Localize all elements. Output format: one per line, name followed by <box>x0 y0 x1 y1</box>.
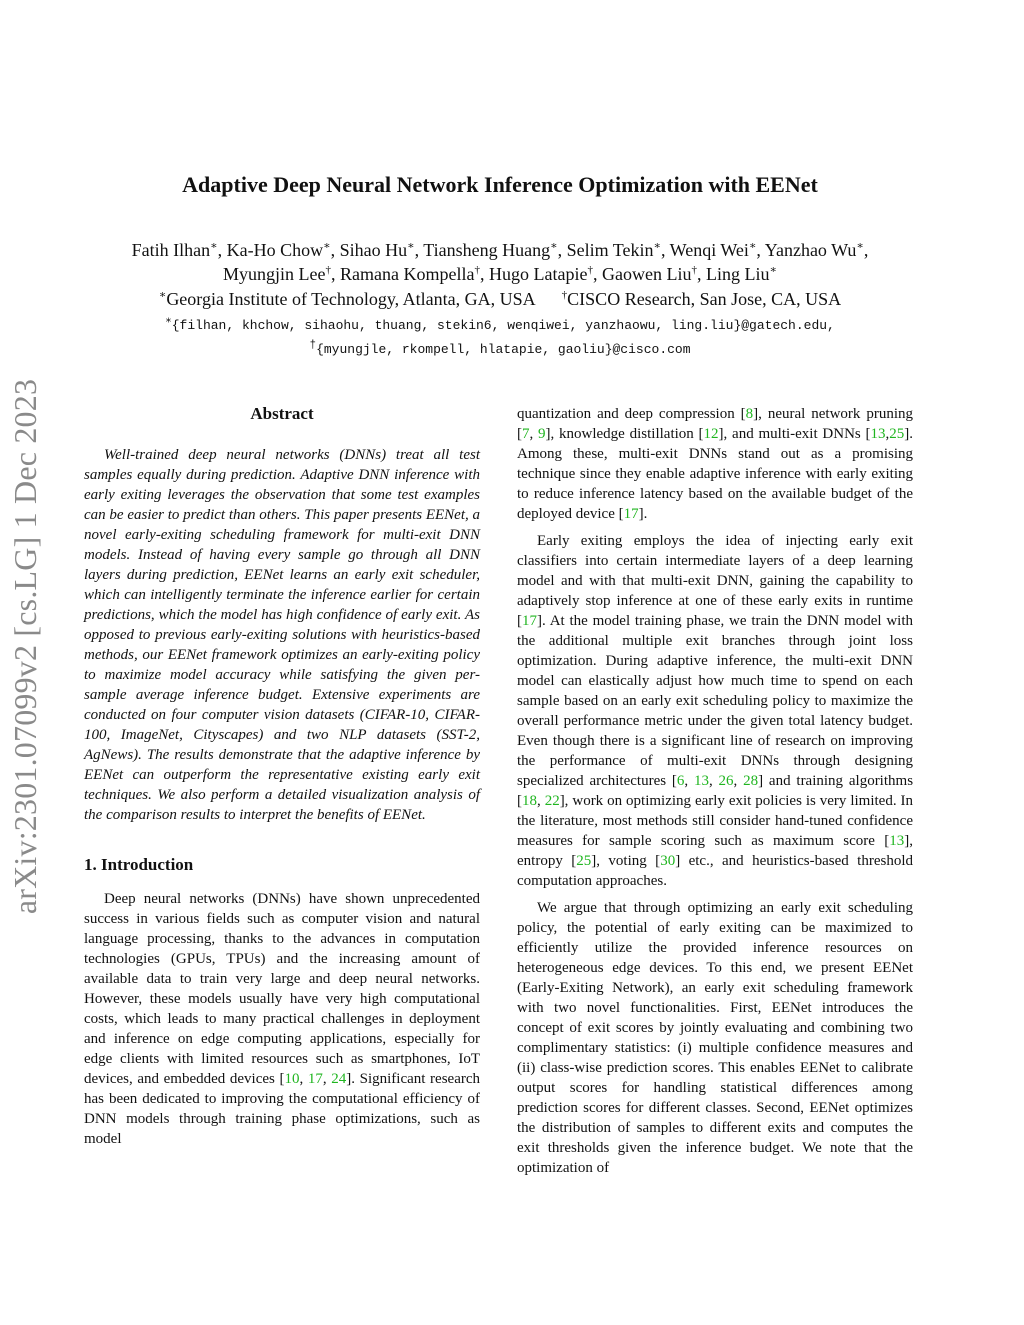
citation-link[interactable]: 30 <box>660 853 676 869</box>
affiliation-cisco: CISCO Research, San Jose, CA, USA <box>567 289 842 309</box>
author-name: Wenqi Wei <box>669 240 749 260</box>
author-name: Ramana Kompella <box>340 264 475 284</box>
author-affiliation-mark: ∗ <box>550 240 558 252</box>
email-mark-b: † <box>309 339 317 352</box>
intro-paragraph-2: Early exiting employs the idea of injecting early exit classifiers into certain intermediate layers of a deep learning model and with that multi-exit DNN, gaining the capability to adaptively stop inference at one of these early exits in runtime [17]. At the model training phase, we train the DNN model with the additional multiple exit branches through joint loss optimization. During adaptive inference, the multi-exit DNN model can elastically adjust how much time to spend on each sample based on an early exit scheduling policy to maximize the overall performance metric under the given total latency budget. Even though there is a significant line of research on improving the performance of multi-exit DNNs through designing specialized architectures [6, 13, 26, 28] and training algorithms [18, 22], work on optimizing early exit policies is very limited. In the literature, most methods still consider hand-tuned confidence measures for sample scoring such as maximum score [13], entropy [25], voting [30] etc., and heuristics-based threshold computation approaches. <box>517 533 914 889</box>
affiliation-mark-b: † <box>561 289 568 301</box>
citation-link[interactable]: 24 <box>331 1071 347 1087</box>
author-affiliation-mark: † <box>587 264 593 276</box>
citation-link[interactable]: 22 <box>544 793 560 809</box>
author-emails <box>0 314 1000 362</box>
author-affiliation-mark: † <box>691 264 697 276</box>
email-cisco: {myungjle, rkompell, hlatapie, gaoliu}@cisco.com <box>316 342 691 357</box>
abstract-text: Well-trained deep neural networks (DNNs) treat all test samples equally during prediction. Adaptive DNN inference with early exiting leverages the observation that some test examples can be easier to predict than others. This paper presents EENet, a novel early-exiting scheduling framework for multi-exit DNN models. Instead of having every sample go through all DNN layers during prediction, EENet learns an early exit scheduler, which can intelligently terminate the inference earlier for certain predictions, which the model has high confidence of early exit. As opposed to previous early-exiting solutions with heuristics-based methods, our EENet framework optimizes an early-exiting policy to maximize model accuracy while satisfying the given per-sample average inference budget. Extensive experiments are conducted on four computer vision datasets (CIFAR-10, CIFAR-100, ImageNet, Cityscapes) and two NLP datasets (SST-2, AgNews). The results demonstrate that the adaptive inference by EENet can outperform the representative existing early exit techniques. We also perform a detailed visualization analysis of the comparison results to interpret the benefits of EENet. <box>84 447 480 823</box>
author-name: Tiansheng Huang <box>423 240 551 260</box>
abstract-heading: Abstract <box>250 404 314 423</box>
author-affiliation-mark: ∗ <box>653 240 661 252</box>
citation-link[interactable]: 9 <box>538 426 546 442</box>
email-mark-a: ∗ <box>165 315 172 328</box>
citation-link[interactable]: 25 <box>576 853 592 869</box>
intro-paragraph-1: Deep neural networks (DNNs) have shown unprecedented success in various fields such as computer vision and natural language processing, thanks to the advances in computation technologies (GPUs, TPUs) and the increasing amount of available data to train very large and deep neural networks. However, these models usually have very high computational costs, which leads to many practical challenges in deployment and inference on edge computing applications, especially for edge clients with limited resources such as smartphones, IoT devices, and embedded devices [10, 17, 24]. Significant research has been dedicated to improving the computational efficiency of DNN models through training phase optimizations, such as model <box>84 891 481 1147</box>
citation-link[interactable]: 10 <box>284 1071 300 1087</box>
paper-title: Adaptive Deep Neural Network Inference Optimization with EENet <box>182 172 818 197</box>
citation-link[interactable]: 17 <box>522 613 537 629</box>
affiliations <box>0 287 1000 311</box>
citation-link[interactable]: 6 <box>676 773 685 789</box>
author-name: Fatih Ilhan <box>131 240 211 260</box>
affiliation-georgia-tech: Georgia Institute of Technology, Atlanta, GA, USA <box>166 289 536 309</box>
author-affiliation-mark: ∗ <box>748 240 757 252</box>
arxiv-id-text: arXiv:2301.07099v2 [cs.LG] 1 Dec 2023 <box>7 378 44 914</box>
citation-link[interactable]: 8 <box>745 406 754 422</box>
author-affiliation-mark: ∗ <box>210 240 218 252</box>
intro-paragraph-3: We argue that through optimizing an early exit scheduling policy, the potential of early exiting can be maximized to efficiently utilize the provided inference resources on heterogeneous edge devices. To this end, we present EENet (Early-Exiting Network), an early exit scheduling framework with two novel functionalities. First, EENet introduces the concept of exit scores by jointly evaluating and combining two complimentary statistics: (i) multiple confidence measures and (ii) class-wise prediction scores. This enables EENet to calibrate output scores for handling statistical differences among prediction scores for different classes. Second, EENet optimizes the distribution of samples to different exits and computes the exit thresholds given the inference budget. We note that the optimization of <box>517 900 913 1176</box>
right-column <box>517 404 913 1185</box>
citation-link[interactable]: 18 <box>522 793 537 809</box>
author-name: Hugo Latapie <box>489 264 588 284</box>
arxiv-watermark <box>4 360 48 932</box>
author-line-1: Fatih Ilhan∗, Ka-Ho Chow∗, Sihao Hu∗, Tiansheng Huang∗, Selim Tekin∗, Wenqi Wei∗, Yanzhao Wu∗, <box>131 240 869 260</box>
affiliation-mark-a: ∗ <box>158 289 167 301</box>
author-name: Ling Liu <box>705 264 770 284</box>
author-name: Selim Tekin <box>566 240 654 260</box>
author-affiliation-mark: ∗ <box>407 240 415 252</box>
citation-link[interactable]: 12 <box>703 426 719 442</box>
introduction-heading: 1. Introduction <box>84 855 194 874</box>
left-column <box>84 404 480 1156</box>
author-name: Yanzhao Wu <box>764 240 857 260</box>
email-gatech: {filhan, khchow, sihaohu, thuang, stekin6, wenqiwei, yanzhaowu, ling.liu}@gatech.edu, <box>171 318 835 333</box>
citation-link[interactable]: 13 <box>870 426 886 442</box>
intro-paragraph-continued: quantization and deep compression [8], neural network pruning [7, 9], knowledge distillation [12], and multi-exit DNNs [13,25]. Among these, multi-exit DNNs stand out as a promising technique since they enable adaptive inference with early exiting to reduce inference latency based on the available budget of the deployed device [17]. <box>517 406 913 522</box>
citation-link[interactable]: 7 <box>522 426 530 442</box>
author-affiliation-mark: † <box>474 264 480 276</box>
citation-link[interactable]: 25 <box>889 426 905 442</box>
author-name: Sihao Hu <box>339 240 408 260</box>
author-affiliation-mark: ∗ <box>323 240 331 252</box>
author-line-2: Myungjin Lee†, Ramana Kompella†, Hugo Latapie†, Gaowen Liu†, Ling Liu∗ <box>223 264 777 284</box>
citation-link[interactable]: 13 <box>693 773 709 789</box>
citation-link[interactable]: 17 <box>623 506 639 522</box>
author-name: Ka-Ho Chow <box>226 240 324 260</box>
author-affiliation-mark: ∗ <box>769 264 777 276</box>
author-name: Myungjin Lee <box>223 264 326 284</box>
citation-link[interactable]: 13 <box>889 833 905 849</box>
citation-link[interactable]: 26 <box>718 773 734 789</box>
author-name: Gaowen Liu <box>601 264 692 284</box>
citation-link[interactable]: 28 <box>743 773 759 789</box>
author-list <box>0 238 1000 286</box>
author-affiliation-mark: † <box>325 264 332 276</box>
citation-link[interactable]: 17 <box>307 1071 323 1087</box>
author-affiliation-mark: ∗ <box>856 240 864 252</box>
